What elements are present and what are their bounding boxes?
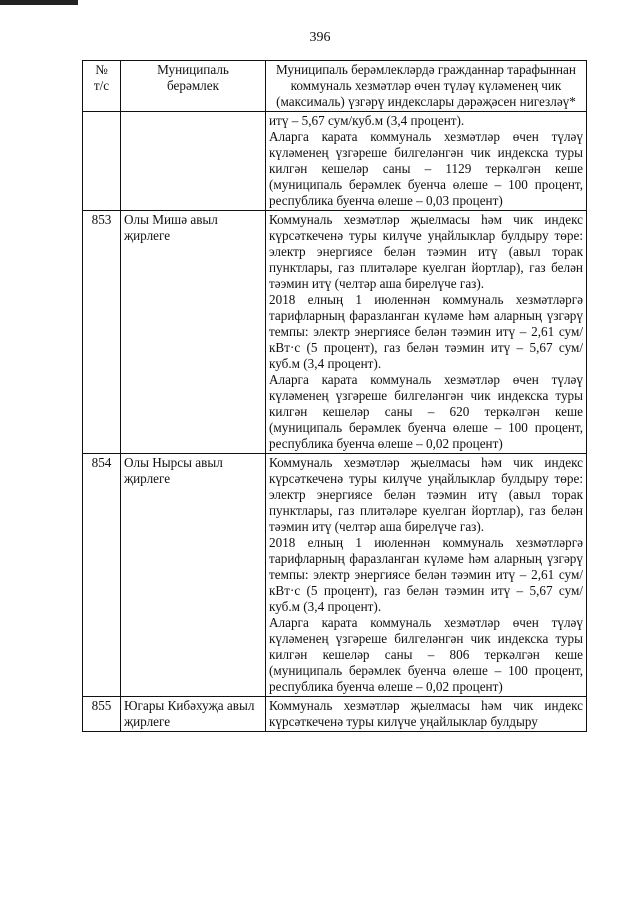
table-row-continuation xyxy=(83,112,587,211)
cell-num: 853 xyxy=(83,211,121,454)
page-number: 396 xyxy=(309,30,331,45)
cell-name: Олы Нырсы авыл җирлеге xyxy=(121,454,266,697)
cell-num xyxy=(83,112,121,211)
cell-num: 854 xyxy=(83,454,121,697)
cell-name: Олы Мишә авыл җирлеге xyxy=(121,211,266,454)
header-municipality: Муниципаль берәмлек xyxy=(121,61,266,112)
scan-edge-mark xyxy=(0,0,78,5)
cell-basis xyxy=(266,112,587,211)
table-row-854 xyxy=(83,454,587,697)
cell-basis xyxy=(266,697,587,732)
basis-paragraph: итү – 5,67 сум/куб.м (3,4 процент). xyxy=(269,113,465,128)
municipal-index-table xyxy=(82,60,587,732)
basis-paragraph: Аларга карата коммуналь хезмәтләр өчен түләү күләменең үзгәреше билгеләнгән чик индекска туры килгән кешеләр саны – 806 теркәлгән кеше (муниципаль берәмлек буенча өлеше – 100 процент, республика буенча өлеше – 0,02 процент) xyxy=(269,615,583,694)
cell-num: 855 xyxy=(83,697,121,732)
cell-name: Югары Кибәхуҗа авыл җирлеге xyxy=(121,697,266,732)
cell-name xyxy=(121,112,266,211)
basis-paragraph: Коммуналь хезмәтләр җыелмасы һәм чик индекс күрсәткеченә туры килүче уңайлыклар булдыру төре: электр энергиясе белән тәэмин итү (авыл торак пунктлары, газ плитәләре куелган йортлар), газ белән тәэмин итү (челтәр аша бирелүче газ). xyxy=(269,212,583,291)
table-header-row xyxy=(83,61,587,112)
basis-paragraph: Аларга карата коммуналь хезмәтләр өчен түләү күләменең үзгәреше билгеләнгән чик индекска туры килгән кешеләр саны – 1129 теркәлгән кеше (муниципаль берәмлек буенча өлеше – 100 процент, республика буенча өлеше – 0,03 процент) xyxy=(269,129,583,208)
basis-paragraph: Аларга карата коммуналь хезмәтләр өчен түләү күләменең үзгәреше билгеләнгән чик индекска туры килгән кешеләр саны – 620 теркәлгән кеше (муниципаль берәмлек буенча өлеше – 100 процент, республика буенча өлеше – 0,02 процент) xyxy=(269,372,583,451)
header-num: № т/с xyxy=(83,61,121,112)
header-basis: Муниципаль берәмлекләрдә гражданнар тарафыннан коммуналь хезмәтләр өчен түләү күләменең чик (максималь) үзгәрү индекслары дәрәҗәсен нигезләү* xyxy=(266,61,587,112)
basis-paragraph: Коммуналь хезмәтләр җыелмасы һәм чик индекс күрсәткеченә туры килүче уңайлыклар булдыру xyxy=(269,698,583,729)
table-row-855 xyxy=(83,697,587,732)
basis-paragraph: 2018 елның 1 июленнән коммуналь хезмәтләргә тарифларның фаразланган күләме һәм аларның үзгәрү темпы: электр энергиясе белән тәэмин итү – 2,61 сум/кВт·с (5 процент), газ белән тәэмин итү – 5,67 сум/куб.м (3,4 процент). xyxy=(269,535,583,614)
basis-paragraph: Коммуналь хезмәтләр җыелмасы һәм чик индекс күрсәткеченә туры килүче уңайлыклар булдыру төре: электр энергиясе белән тәэмин итү (авыл торак пунктлары, газ плитәләре куелган йортлар), газ белән тәэмин итү (челтәр аша бирелүче газ). xyxy=(269,455,583,534)
table-row-853 xyxy=(83,211,587,454)
cell-basis xyxy=(266,211,587,454)
basis-paragraph: 2018 елның 1 июленнән коммуналь хезмәтләргә тарифларның фаразланган күләме һәм аларның үзгәрү темпы: электр энергиясе белән тәэмин итү – 2,61 сум/кВт·с (5 процент), газ белән тәэмин итү – 5,67 сум/куб.м (3,4 процент). xyxy=(269,292,583,371)
cell-basis xyxy=(266,454,587,697)
